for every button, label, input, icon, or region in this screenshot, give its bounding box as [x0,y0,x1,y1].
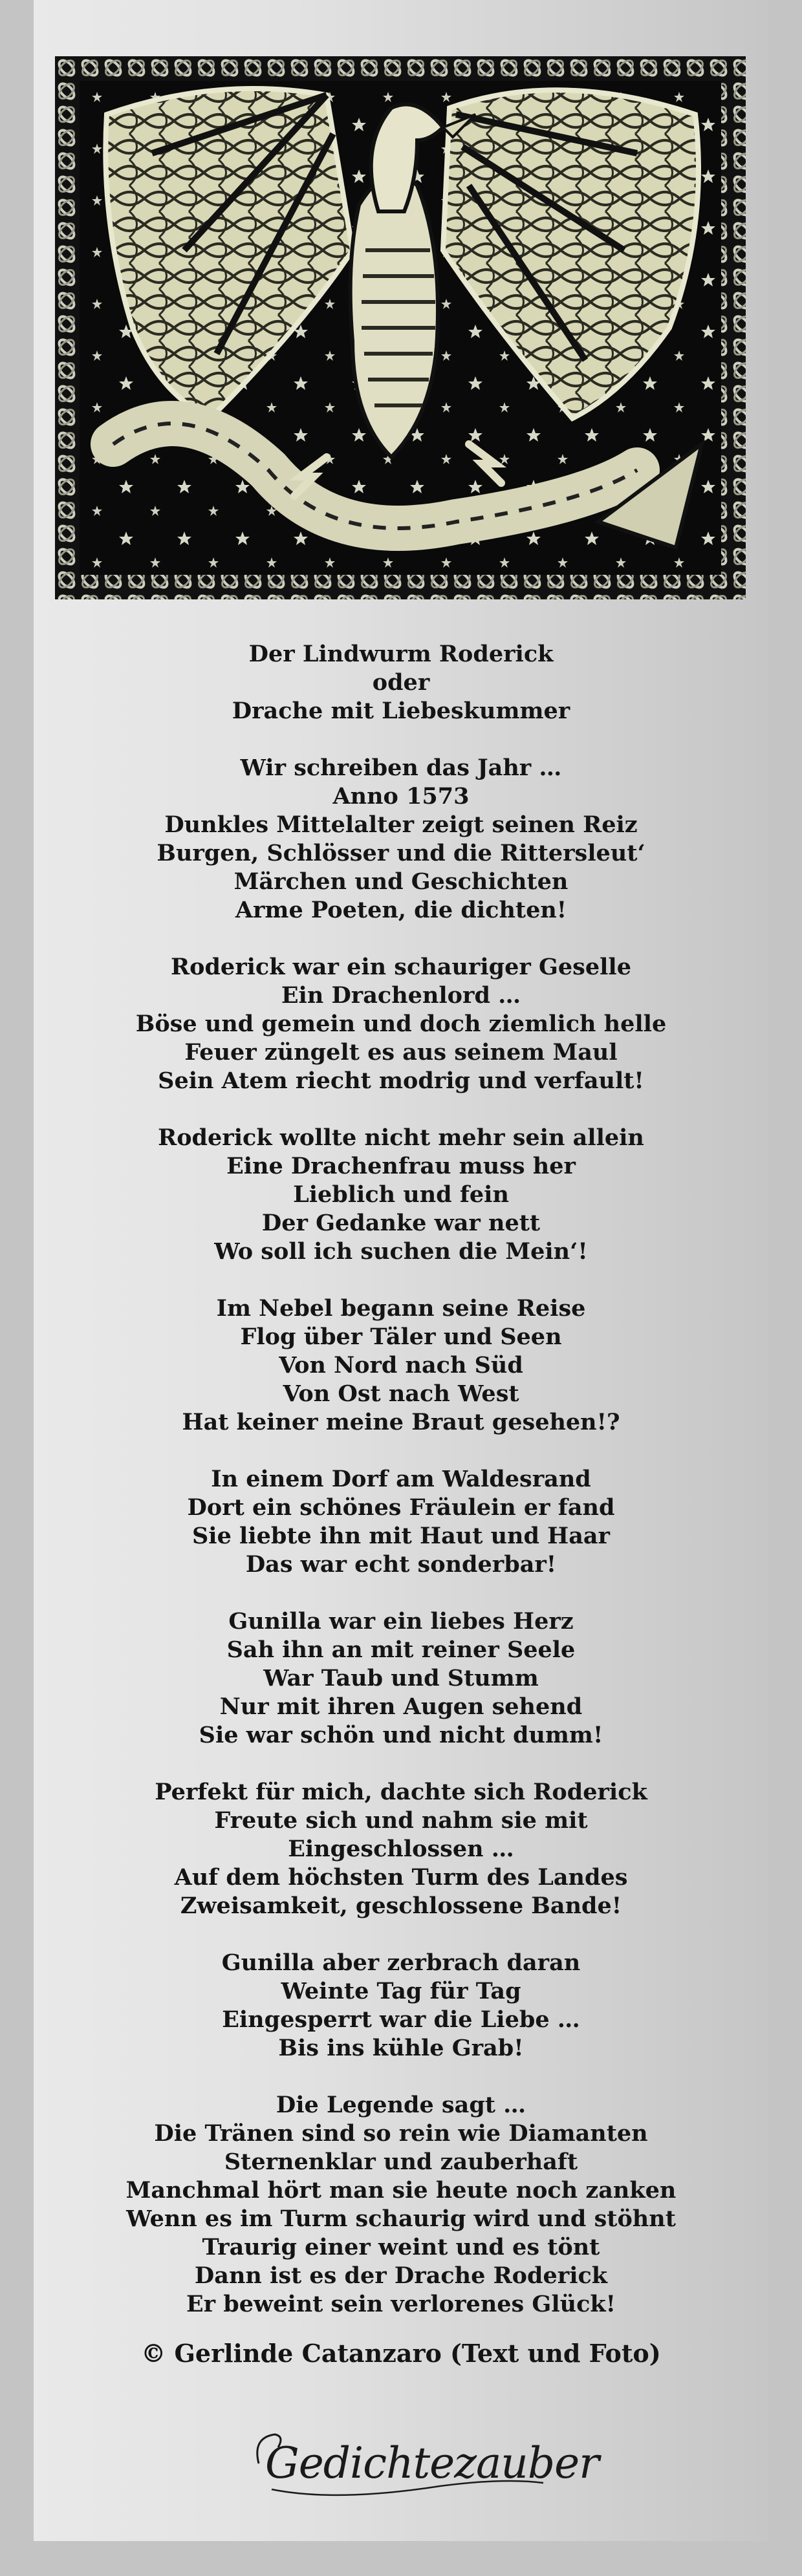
poem-line: Eingesperrt war die Liebe … [222,2006,580,2033]
poem-line: In einem Dorf am Waldesrand [211,1466,591,1492]
poem-line: Roderick wollte nicht mehr sein allein [158,1124,644,1151]
signature-text: Gedichtezauber [265,2438,599,2488]
stanza [34,1949,768,2063]
poem-line: Sah ihn an mit reiner Seele [226,1637,576,1663]
poem-line: Zweisamkeit, geschlossene Bande! [180,1893,622,1919]
poem-line: Die Legende sagt … [276,2092,526,2118]
poem-line: Roderick war ein schauriger Geselle [171,954,631,980]
poem-line: Wenn es im Turm schaurig wird und stöhnt [126,2206,676,2232]
poem-line: Von Ost nach West [283,1380,519,1407]
poem-line: Arme Poeten, die dichten! [235,897,567,923]
poem-line: Traurig einer weint und es tönt [202,2234,600,2260]
stanza [34,1294,768,1437]
poem-line: Dunkles Mittelalter zeigt seinen Reiz [164,811,638,838]
poem-line: Hat keiner meine Braut gesehen!? [182,1409,620,1435]
stanza [34,1124,768,1266]
poem-line: Lieblich und fein [293,1181,509,1208]
poem-line: Perfekt für mich, dachte sich Roderick [155,1779,647,1805]
stanza [34,953,768,1095]
poem-line: War Taub und Stumm [263,1665,539,1691]
poem-line: Flog über Täler und Seen [240,1324,562,1350]
poem-line: Sternenklar und zauberhaft [224,2149,578,2175]
poem-line: Das war echt sonderbar! [245,1551,557,1578]
poem-title [34,640,768,725]
poem-line: Ein Drachenlord … [281,982,521,1009]
poem-line: Sein Atem riecht modrig und verfault! [158,1068,644,1094]
stanza [34,1465,768,1579]
poem-line: Wir schreiben das Jahr … [240,755,562,781]
poem-line: Auf dem höchsten Turm des Landes [174,1864,628,1891]
poem-line: Anno 1573 [332,783,470,810]
poem-line: Bis ins kühle Grab! [278,2035,524,2061]
dragon-tapestry-image [55,56,746,599]
poem-line: Eingeschlossen … [288,1836,514,1862]
poem-title-line: Der Lindwurm Roderick [248,641,554,667]
poem-line: Sie liebte ihn mit Haut und Haar [192,1523,610,1549]
stanza [34,1778,768,1920]
poem-line: Böse und gemein und doch ziemlich helle [135,1011,667,1037]
poem-line: Burgen, Schlösser und die Rittersleut‘ [157,840,645,866]
poem-line: Dann ist es der Drache Roderick [194,2262,608,2289]
poem-line: Weinte Tag für Tag [281,1978,521,2004]
poem-line: Eine Drachenfrau muss her [226,1153,576,1179]
poem-line: Gunilla aber zerbrach daran [221,1949,581,1976]
stanza [34,754,768,925]
dragon-illustration [55,56,746,599]
poem-line: Freute sich und nahm sie mit [214,1807,588,1834]
poem-line: Sie war schön und nicht dumm! [199,1722,603,1748]
poem-title-line: oder [372,669,430,696]
poem-line: Manchmal hört man sie heute noch zanken [125,2177,677,2204]
poem [34,640,768,2369]
poem-line: Von Nord nach Süd [279,1352,523,1379]
poem-line: Die Tränen sind so rein wie Diamanten [154,2120,648,2147]
poem-line: Der Gedanke war nett [261,1210,541,1236]
stanza [34,1607,768,1750]
signature-logo [246,2418,599,2509]
poem-line: Gunilla war ein liebes Herz [228,1608,574,1635]
poem-line: Im Nebel begann seine Reise [216,1295,586,1322]
poem-title-line: Drache mit Liebeskummer [232,698,570,724]
stanza [34,2091,768,2319]
poem-line: Er beweint sein verlorenes Glück! [186,2291,616,2317]
poem-line: Wo soll ich suchen die Mein‘! [214,1238,588,1265]
poem-line: Feuer züngelt es aus seinem Maul [184,1039,618,1066]
copyright-notice: © Gerlinde Catanzaro (Text und Foto) [141,2339,661,2368]
poem-line: Nur mit ihren Augen sehend [219,1693,583,1720]
poem-line: Dort ein schönes Fräulein er fand [187,1494,615,1521]
poem-line: Märchen und Geschichten [233,868,569,895]
